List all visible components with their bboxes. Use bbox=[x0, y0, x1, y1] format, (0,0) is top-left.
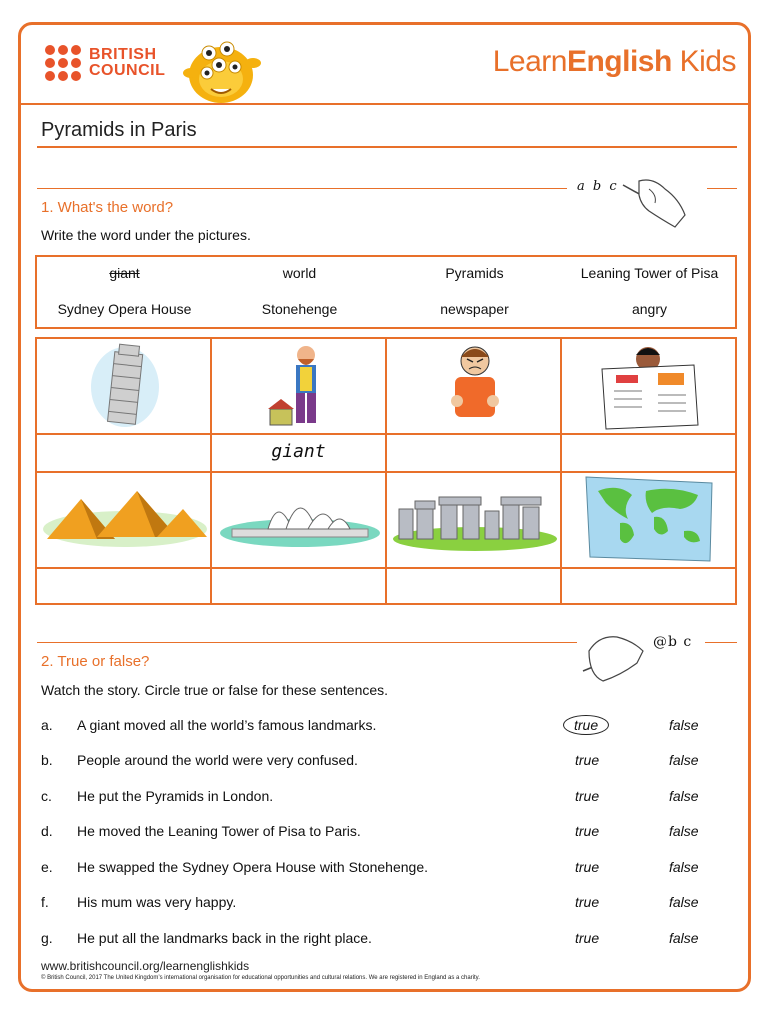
word-giant: giant bbox=[109, 265, 140, 281]
word-leaning-tower: Leaning Tower of Pisa bbox=[580, 265, 719, 281]
angry-boy-icon bbox=[387, 339, 562, 433]
false-option-d[interactable]: false bbox=[669, 823, 699, 839]
answer-cell-7[interactable] bbox=[387, 569, 562, 605]
logo-dots-icon bbox=[45, 45, 81, 81]
false-option-e[interactable]: false bbox=[669, 859, 699, 875]
true-option-d[interactable]: true bbox=[575, 823, 600, 839]
word-stonehenge: Stonehenge bbox=[261, 301, 338, 317]
picture-grid bbox=[35, 337, 737, 605]
tf-item-c: c. He put the Pyramids in London. true false bbox=[41, 788, 699, 804]
true-option-b[interactable]: true bbox=[575, 752, 600, 768]
true-option-e[interactable]: true bbox=[575, 859, 600, 875]
pyramids-icon bbox=[37, 473, 212, 567]
section1-instruction: Write the word under the pictures. bbox=[41, 227, 251, 243]
title-divider bbox=[37, 146, 737, 148]
tf-item-a: a. A giant moved all the world’s famous landmarks. true false bbox=[41, 717, 699, 733]
example-answer: giant bbox=[271, 441, 326, 462]
monster-mascot-icon bbox=[179, 33, 263, 105]
answer-cell-4[interactable] bbox=[562, 435, 735, 473]
section1-heading: 1. What's the word? bbox=[41, 199, 174, 216]
false-option-g[interactable]: false bbox=[669, 930, 699, 946]
true-option-f[interactable]: true bbox=[575, 894, 600, 910]
brand-line-2: COUNCIL bbox=[89, 62, 166, 79]
section2-instruction: Watch the story. Circle true or false for these sentences. bbox=[41, 682, 389, 698]
footer-url[interactable]: www.britishcouncil.org/learnenglishkids bbox=[41, 959, 250, 973]
worksheet-frame bbox=[18, 22, 751, 992]
leaning-tower-icon bbox=[37, 339, 212, 433]
brand-line-1: BRITISH bbox=[89, 46, 157, 63]
stonehenge-icon bbox=[387, 473, 562, 567]
tf-item-d: d. He moved the Leaning Tower of Pisa to Paris. true false bbox=[41, 823, 699, 839]
section1-divider-right bbox=[707, 188, 737, 189]
word-newspaper: newspaper bbox=[440, 301, 509, 317]
picture-cell-3 bbox=[387, 339, 562, 435]
picture-cell-6 bbox=[212, 473, 387, 569]
abc-letters-2: @b c bbox=[653, 634, 693, 650]
answer-cell-3[interactable] bbox=[387, 435, 562, 473]
answer-cell-2[interactable] bbox=[212, 435, 387, 473]
opera-house-icon bbox=[212, 473, 387, 567]
header bbox=[21, 25, 748, 105]
british-council-logo bbox=[45, 45, 165, 81]
false-option-c[interactable]: false bbox=[669, 788, 699, 804]
picture-cell-8 bbox=[562, 473, 735, 569]
word-world: world bbox=[282, 265, 317, 281]
word-pyramids: Pyramids bbox=[445, 265, 504, 281]
section2-heading: 2. True or false? bbox=[41, 653, 150, 670]
tf-item-f: f. His mum was very happy. true false bbox=[41, 894, 699, 910]
newspaper-reader-icon bbox=[562, 339, 735, 433]
picture-cell-4 bbox=[562, 339, 735, 435]
true-option-g[interactable]: true bbox=[575, 930, 600, 946]
writing-hand-icon bbox=[619, 175, 689, 231]
world-map-icon bbox=[562, 473, 735, 567]
false-option-b[interactable]: false bbox=[669, 752, 699, 768]
picture-cell-7 bbox=[387, 473, 562, 569]
tf-item-e: e. He swapped the Sydney Opera House with Stonehenge. true false bbox=[41, 859, 699, 875]
word-opera-house: Sydney Opera House bbox=[57, 301, 192, 317]
learnenglish-kids-logo: LearnEnglish Kids bbox=[492, 45, 736, 78]
picture-cell-2 bbox=[212, 339, 387, 435]
picture-cell-1 bbox=[37, 339, 212, 435]
answer-cell-8[interactable] bbox=[562, 569, 735, 605]
page-title: Pyramids in Paris bbox=[41, 119, 197, 141]
writing-hand-icon-2 bbox=[577, 625, 653, 685]
section2-divider-right bbox=[705, 642, 737, 643]
section1-divider bbox=[37, 188, 567, 189]
answer-cell-5[interactable] bbox=[37, 569, 212, 605]
answer-cell-6[interactable] bbox=[212, 569, 387, 605]
giant-figure-icon bbox=[212, 339, 387, 433]
abc-letters: a b c bbox=[577, 179, 619, 194]
picture-cell-5 bbox=[37, 473, 212, 569]
answer-cell-1[interactable] bbox=[37, 435, 212, 473]
true-option-a[interactable]: true bbox=[563, 715, 609, 735]
false-option-f[interactable]: false bbox=[669, 894, 699, 910]
footer-copyright: © British Council, 2017 The United Kingdom’s international organisation for educational opportunities and cultural relations. We are registered in England as a charity. bbox=[41, 975, 480, 981]
tf-item-b: b. People around the world were very confused. true false bbox=[41, 752, 699, 768]
tf-item-g: g. He put all the landmarks back in the right place. true false bbox=[41, 930, 699, 946]
true-option-c[interactable]: true bbox=[575, 788, 600, 804]
section2-divider bbox=[37, 642, 577, 643]
word-angry: angry bbox=[631, 301, 668, 317]
false-option-a[interactable]: false bbox=[669, 717, 699, 733]
word-box bbox=[35, 255, 737, 329]
